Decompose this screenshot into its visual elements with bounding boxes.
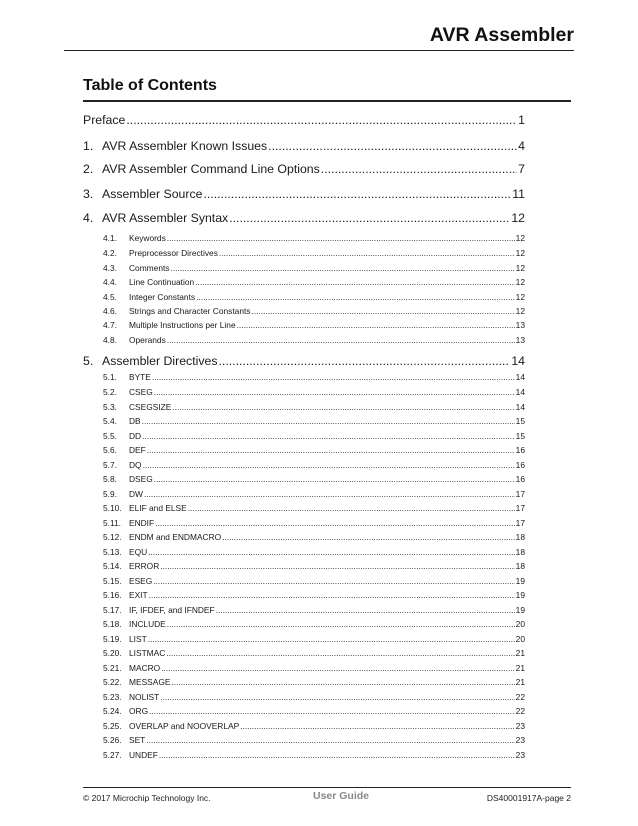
toc-entry-page: 23: [515, 750, 525, 760]
toc-entry-page: 12: [515, 263, 525, 273]
toc-entry-title: DD: [129, 431, 142, 441]
toc-dot-leader: [195, 277, 514, 287]
toc-subentry[interactable]: [103, 561, 525, 572]
toc-entry-number: 5.11.: [103, 518, 122, 528]
toc-entry-title: Line Continuation: [129, 277, 195, 287]
toc-subentry[interactable]: [103, 431, 525, 442]
toc-dot-leader: [160, 692, 514, 702]
toc-entry-title: Strings and Character Constants: [129, 306, 251, 316]
toc-entry-title: Preface: [83, 113, 126, 127]
toc-entry-number: 5.6.: [103, 445, 117, 455]
toc-entry-number: 5.23.: [103, 692, 122, 702]
toc-entry-number: 5.18.: [103, 619, 122, 629]
toc-entry-number: 5.8.: [103, 474, 117, 484]
toc-entry-page: 18: [515, 547, 525, 557]
toc-entry-page: 12: [515, 306, 525, 316]
toc-dot-leader: [146, 735, 514, 745]
toc-entry-page: 23: [515, 721, 525, 731]
toc-entry-title: AVR Assembler Known Issues: [102, 139, 268, 153]
toc-entry-title: DQ: [129, 460, 142, 470]
toc-entry-page: 1: [518, 113, 525, 127]
toc-subentry[interactable]: [103, 277, 525, 288]
toc-entry-title: ENDM and ENDMACRO: [129, 532, 222, 542]
toc-subentry[interactable]: [103, 474, 525, 485]
toc-entry-number: 4.2.: [103, 248, 117, 258]
toc-entry-page: 12: [515, 248, 525, 258]
toc-entry-number: 5.3.: [103, 402, 117, 412]
toc-dot-leader: [218, 354, 510, 368]
toc-entry-number: 4.3.: [103, 263, 117, 273]
toc-subentry[interactable]: [103, 692, 525, 703]
toc-entry-title: DB: [129, 416, 141, 426]
toc-entry-number: 5.26.: [103, 735, 122, 745]
toc-entry-page: 22: [515, 692, 525, 702]
footer-doc-id: DS40001917A-page 2: [486, 793, 571, 803]
toc-entry-number: 5.5.: [103, 431, 117, 441]
toc-entry-page: 21: [515, 648, 525, 658]
toc-entry-number: 5.27.: [103, 750, 122, 760]
toc-entry-number: 5.10.: [103, 503, 122, 513]
toc-dot-leader: [149, 590, 515, 600]
footer-copyright: © 2017 Microchip Technology Inc.: [83, 793, 211, 803]
toc-entry-page: 16: [515, 460, 525, 470]
toc-subentry[interactable]: [103, 387, 525, 398]
toc-subentry[interactable]: [103, 706, 525, 717]
toc-dot-leader: [171, 263, 515, 273]
toc-dot-leader: [147, 445, 515, 455]
toc-dot-leader: [240, 721, 515, 731]
toc-subentry[interactable]: [103, 402, 525, 413]
toc-entry-page: 20: [515, 634, 525, 644]
toc-entry-title: CSEG: [129, 387, 153, 397]
toc-entry-number: 3.: [83, 187, 94, 201]
toc-heading: Table of Contents: [83, 77, 217, 94]
toc-entry-number: 5.15.: [103, 576, 122, 586]
running-header-title: AVR Assembler: [429, 24, 574, 46]
toc-dot-leader: [172, 402, 514, 412]
toc-entry-number: 4.7.: [103, 320, 117, 330]
toc-entry-title: BYTE: [129, 372, 151, 382]
toc-entry-number: 5.17.: [103, 605, 122, 615]
toc-subentry[interactable]: [103, 677, 525, 688]
toc-entry-title: OVERLAP and NOOVERLAP: [129, 721, 240, 731]
toc-entry-number: 5.16.: [103, 590, 122, 600]
toc-entry-number: 4.8.: [103, 335, 117, 345]
toc-subentry[interactable]: [103, 445, 525, 456]
toc-entry-title: SET: [129, 735, 146, 745]
toc-entry-page: 14: [515, 387, 525, 397]
toc-entry-number: 1.: [83, 139, 94, 153]
toc-entry[interactable]: [83, 211, 525, 227]
toc-entry-page: 13: [515, 320, 525, 330]
toc-subentry[interactable]: [103, 532, 525, 543]
toc-entry-page: 14: [515, 372, 525, 382]
footer-divider: [83, 787, 571, 788]
toc-entry-title: IF, IFDEF, and IFNDEF: [129, 605, 215, 615]
toc-entry-title: Assembler Source: [102, 187, 203, 201]
toc-entry-title: Preprocessor Directives: [129, 248, 218, 258]
toc-dot-leader: [154, 474, 515, 484]
toc-dot-leader: [149, 706, 515, 716]
toc-entry-number: 5.13.: [103, 547, 122, 557]
toc-subentry[interactable]: [103, 320, 525, 331]
toc-dot-leader: [216, 605, 515, 615]
toc-subentry[interactable]: [103, 750, 525, 761]
toc-dot-leader: [160, 561, 514, 571]
toc-dot-leader: [219, 248, 515, 258]
toc-subentry[interactable]: [103, 663, 525, 674]
toc-entry-page: 7: [518, 162, 525, 176]
toc-dot-leader: [153, 576, 514, 586]
toc-entry-page: 15: [515, 431, 525, 441]
toc-dot-leader: [167, 335, 515, 345]
toc-dot-leader: [161, 663, 514, 673]
toc-subentry[interactable]: [103, 248, 525, 259]
toc-dot-leader: [222, 532, 515, 542]
toc-entry-page: 20: [515, 619, 525, 629]
toc-entry-number: 5.7.: [103, 460, 117, 470]
toc-entry-page: 21: [515, 663, 525, 673]
toc-entry-page: 19: [515, 576, 525, 586]
toc-dot-leader: [148, 634, 515, 644]
toc-entry-page: 12: [515, 292, 525, 302]
toc-entry-page: 21: [515, 677, 525, 687]
toc-entry-page: 18: [515, 561, 525, 571]
toc-entry-number: 5.14.: [103, 561, 122, 571]
toc-entry-number: 5.2.: [103, 387, 117, 397]
toc-entry-number: 4.5.: [103, 292, 117, 302]
toc-entry-page: 17: [515, 518, 525, 528]
toc-dot-leader: [142, 416, 515, 426]
toc-entry-title: INCLUDE: [129, 619, 166, 629]
toc-entry-page: 19: [515, 605, 525, 615]
toc-entry-page: 18: [515, 532, 525, 542]
toc-dot-leader: [152, 372, 515, 382]
toc-dot-leader: [143, 460, 515, 470]
toc-entry-number: 5.24.: [103, 706, 122, 716]
toc-entry-page: 11: [512, 187, 525, 201]
toc-dot-leader: [142, 431, 515, 441]
toc-dot-leader: [229, 211, 510, 225]
toc-entry-page: 17: [515, 489, 525, 499]
toc-entry[interactable]: [83, 139, 525, 155]
footer-doc-type: User Guide: [313, 790, 370, 802]
toc-entry-title: ELIF and ELSE: [129, 503, 187, 513]
toc-subentry[interactable]: [103, 590, 525, 601]
toc-entry-page: 4: [518, 139, 525, 153]
toc-entry[interactable]: [83, 113, 525, 129]
toc-entry-page: 14: [511, 354, 525, 368]
toc-subentry[interactable]: [103, 306, 525, 317]
toc-entry-page: 16: [515, 445, 525, 455]
toc-entry-number: 5.9.: [103, 489, 117, 499]
toc-subentry[interactable]: [103, 634, 525, 645]
toc-entry-title: UNDEF: [129, 750, 158, 760]
toc-entry-number: 2.: [83, 162, 94, 176]
toc-entry-title: ESEG: [129, 576, 153, 586]
toc-entry-number: 4.6.: [103, 306, 117, 316]
toc-entry-title: MESSAGE: [129, 677, 171, 687]
toc-dot-leader: [167, 619, 515, 629]
toc-dot-leader: [148, 547, 515, 557]
toc-subentry[interactable]: [103, 518, 525, 529]
toc-subentry[interactable]: [103, 335, 525, 346]
toc-heading-divider: [83, 100, 571, 102]
toc-entry-title: ENDIF: [129, 518, 155, 528]
toc-entry-title: AVR Assembler Command Line Options: [102, 162, 320, 176]
toc-subentry[interactable]: [103, 619, 525, 630]
toc-entry-title: LISTMAC: [129, 648, 166, 658]
toc-entry-page: 12: [511, 211, 525, 225]
toc-entry-title: DW: [129, 489, 143, 499]
toc-entry-page: 14: [515, 402, 525, 412]
toc-entry-number: 5.22.: [103, 677, 122, 687]
toc-entry-page: 19: [515, 590, 525, 600]
toc-subentry[interactable]: [103, 735, 525, 746]
toc-entry-title: Multiple Instructions per Line: [129, 320, 236, 330]
toc-entry-number: 5.20.: [103, 648, 122, 658]
toc-dot-leader: [268, 139, 517, 153]
toc-dot-leader: [166, 648, 514, 658]
toc-entry-number: 5.4.: [103, 416, 117, 426]
toc-entry-number: 5.25.: [103, 721, 122, 731]
toc-entry-title: AVR Assembler Syntax: [102, 211, 229, 225]
toc-dot-leader: [144, 489, 515, 499]
toc-entry-number: 5.12.: [103, 532, 122, 542]
toc-entry-number: 5.: [83, 354, 94, 368]
toc-entry-title: ERROR: [129, 561, 160, 571]
toc-entry-number: 4.1.: [103, 233, 117, 243]
toc-entry-number: 4.4.: [103, 277, 117, 287]
toc-entry[interactable]: [83, 187, 525, 203]
toc-dot-leader: [126, 113, 517, 127]
toc-subentry[interactable]: [103, 416, 525, 427]
toc-entry-number: 5.19.: [103, 634, 122, 644]
toc-dot-leader: [237, 320, 515, 330]
toc-entry[interactable]: [83, 354, 525, 370]
toc-entry-title: Operands: [129, 335, 166, 345]
toc-entry-title: DSEG: [129, 474, 153, 484]
toc-dot-leader: [155, 518, 515, 528]
toc-dot-leader: [188, 503, 515, 513]
toc-subentry[interactable]: [103, 503, 525, 514]
toc-entry-title: DEF: [129, 445, 146, 455]
toc-entry-title: NOLIST: [129, 692, 160, 702]
toc-subentry[interactable]: [103, 460, 525, 471]
toc-entry-title: Keywords: [129, 233, 166, 243]
toc-entry-page: 23: [515, 735, 525, 745]
toc-subentry[interactable]: [103, 372, 525, 383]
toc-entry-page: 16: [515, 474, 525, 484]
toc-entry-title: MACRO: [129, 663, 161, 673]
toc-subentry[interactable]: [103, 605, 525, 616]
toc-entry-number: 5.21.: [103, 663, 122, 673]
toc-entry[interactable]: [83, 162, 525, 178]
header-divider: [64, 50, 574, 51]
toc-entry-number: 4.: [83, 211, 94, 225]
toc-entry-title: Assembler Directives: [102, 354, 218, 368]
toc-subentry[interactable]: [103, 648, 525, 659]
toc-subentry[interactable]: [103, 721, 525, 732]
toc-entry-page: 22: [515, 706, 525, 716]
toc-dot-leader: [167, 233, 515, 243]
toc-dot-leader: [171, 677, 514, 687]
toc-subentry[interactable]: [103, 233, 525, 244]
toc-subentry[interactable]: [103, 489, 525, 500]
toc-dot-leader: [159, 750, 515, 760]
toc-entry-number: 5.1.: [103, 372, 117, 382]
toc-subentry[interactable]: [103, 576, 525, 587]
toc-entry-title: LIST: [129, 634, 147, 644]
toc-entry-page: 15: [515, 416, 525, 426]
toc-dot-leader: [203, 187, 511, 201]
toc-entry-page: 13: [515, 335, 525, 345]
toc-subentry[interactable]: [103, 547, 525, 558]
toc-subentry[interactable]: [103, 292, 525, 303]
toc-dot-leader: [196, 292, 515, 302]
toc-dot-leader: [321, 162, 517, 176]
toc-entry-title: ORG: [129, 706, 149, 716]
toc-entry-title: Comments: [129, 263, 170, 273]
toc-entry-page: 17: [515, 503, 525, 513]
toc-entry-title: EXIT: [129, 590, 148, 600]
toc-entry-title: EQU: [129, 547, 148, 557]
toc-entry-title: CSEGSIZE: [129, 402, 172, 412]
toc-dot-leader: [252, 306, 515, 316]
toc-entry-page: 12: [515, 277, 525, 287]
toc-entry-page: 12: [515, 233, 525, 243]
toc-subentry[interactable]: [103, 263, 525, 274]
toc-dot-leader: [154, 387, 515, 397]
toc-entry-title: Integer Constants: [129, 292, 196, 302]
